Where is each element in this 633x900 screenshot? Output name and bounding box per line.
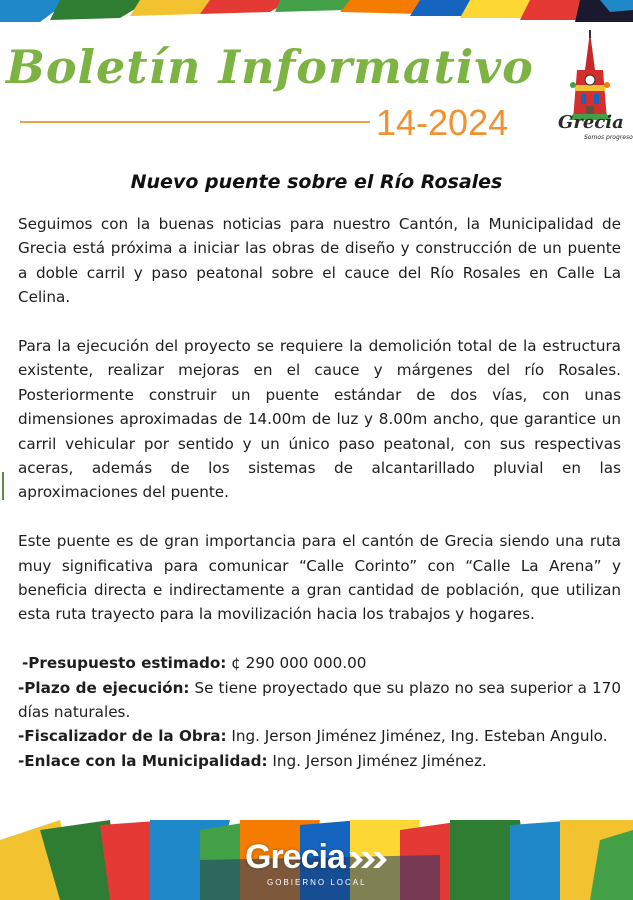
logo-tagline: Somos progreso: [584, 134, 633, 141]
liaison-value: Ing. Jerson Jiménez Jiménez.: [267, 751, 487, 770]
footer-logo-wordmark: Grecia: [245, 838, 345, 876]
article-body: [18, 212, 621, 773]
footer-logo: [245, 838, 395, 888]
detail-supervisor: [18, 724, 621, 748]
article-paragraph-1: Seguimos con la buenas noticias para nuestro Cantón, la Municipalidad de Grecia está próxima a iniciar las obras de diseño y construcción de un puente a doble carril y paso peatonal sobre el cauce del Río Rosales en Calle La Celina.: [18, 215, 621, 307]
budget-label: -Presupuesto estimado:: [22, 654, 227, 673]
supervisor-value: Ing. Jerson Jiménez Jiménez, Ing. Esteban Angulo.: [226, 727, 608, 746]
title-underline: [20, 121, 370, 123]
term-label: -Plazo de ejecución:: [18, 678, 190, 697]
bulletin-title: Boletín Informativo: [6, 40, 534, 94]
supervisor-label: -Fiscalizador de la Obra:: [18, 727, 227, 746]
term-value: Se tiene proyectado que su plazo no sea superior a 170 días naturales.: [18, 678, 621, 722]
footer-logo-subtitle: GOBIERNO LOCAL: [267, 878, 367, 887]
detail-liaison: [18, 749, 621, 773]
article-paragraph-2: Para la ejecución del proyecto se requiere la demolición total de la estructura existente, realizar mejoras en el cauce y márgenes del río Rosales. Posteriormente construir un puente estándar de dos vías, con unas dimensiones aproximadas de 14.00m de luz y 8.00m ancho, que garantice un carril vehicular por sentido y un único paso peatonal, con sus respectivas aceras, además de los sistemas de alcantarillado pluvial en las aproximaciones del puente.: [18, 337, 621, 502]
article-paragraph-3: Este puente es de gran importancia para el cantón de Grecia siendo una ruta muy significativa para comunicar “Calle Corinto” con “Calle La Arena” y beneficia directa e indirectamente a gran cantidad de población, que utilizan esta ruta trayecto para la movilización hacia los trabajos y hogares.: [18, 532, 621, 624]
budget-value: ¢ 290 000 000.00: [226, 654, 367, 673]
logo-wordmark: Grecia: [558, 112, 624, 133]
detail-budget: [18, 651, 621, 675]
top-decorative-band: [0, 0, 633, 24]
footer-chevrons-icon: [349, 852, 389, 868]
article-title: Nuevo puente sobre el Río Rosales: [130, 171, 503, 193]
liaison-label: -Enlace con la Municipalidad:: [18, 751, 268, 770]
detail-term: [18, 676, 621, 725]
issue-number: 14-2024: [376, 102, 509, 143]
margin-marker: [2, 472, 4, 500]
